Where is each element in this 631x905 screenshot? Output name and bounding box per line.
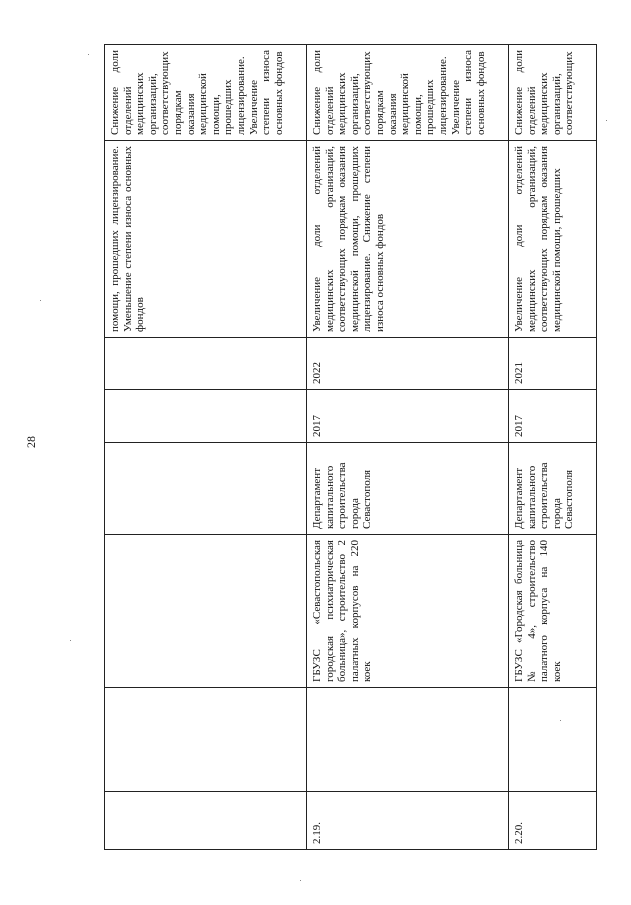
start-year: 2017 [509, 390, 597, 443]
empty-cell [307, 688, 509, 792]
program-table [104, 44, 597, 850]
scan-speck [606, 120, 607, 121]
object-name: ГБУЗС «Городская больница № 4», строительство палатного корпуса на 140 коек [509, 535, 597, 688]
object-name [105, 535, 307, 688]
consequence: Снижение доли отделений медицинских организаций, соответствующих [509, 45, 597, 141]
object-name: ГБУЗС «Севастопольская городская психиатрическая больница», строительство 2 палатных корпусов на 220 коек [307, 535, 509, 688]
customer-name: Департамент капитального строительства города Севастополя [509, 443, 597, 535]
row-number [105, 792, 307, 850]
table-row [105, 45, 307, 850]
scan-speck [70, 640, 71, 641]
scan-speck [300, 880, 301, 881]
empty-cell [509, 688, 597, 792]
start-year [105, 390, 307, 443]
end-year [105, 338, 307, 390]
page-number: 28 [24, 436, 38, 448]
end-year: 2022 [307, 338, 509, 390]
customer-name [105, 443, 307, 535]
end-year: 2021 [509, 338, 597, 390]
scan-speck [560, 720, 561, 721]
expected-result: помощи, прошедших лицензирование. Уменьшение степени износа основных фондов [105, 141, 307, 338]
table-row [509, 45, 597, 850]
expected-result: Увеличение доли отделений медицинских организаций, соответствующих порядкам оказания медицинской помощи, прошедших лицензирование. Снижение степени износа основных фондов [307, 141, 509, 338]
row-number: 2.20. [509, 792, 597, 850]
table-row [307, 45, 509, 850]
consequence: Снижение доли отделений медицинских организаций, соответствующих порядкам оказания медицинской помощи, прошедших лицензирование. Увеличение степени износа основных фондов [105, 45, 307, 141]
start-year: 2017 [307, 390, 509, 443]
rotated-table-wrapper [104, 45, 597, 850]
empty-cell [105, 688, 307, 792]
consequence: Снижение доли отделений медицинских организаций, соответствующих порядкам оказания медицинской помощи, прошедших лицензирование. Увеличение степени износа основных фондов [307, 45, 509, 141]
scan-speck [40, 300, 41, 301]
expected-result: Увеличение доли отделений медицинских организаций, соответствующих порядкам оказания медицинской помощи, прошедших [509, 141, 597, 338]
row-number: 2.19. [307, 792, 509, 850]
customer-name: Департамент капитального строительства города Севастополя [307, 443, 509, 535]
scan-speck [88, 54, 89, 55]
